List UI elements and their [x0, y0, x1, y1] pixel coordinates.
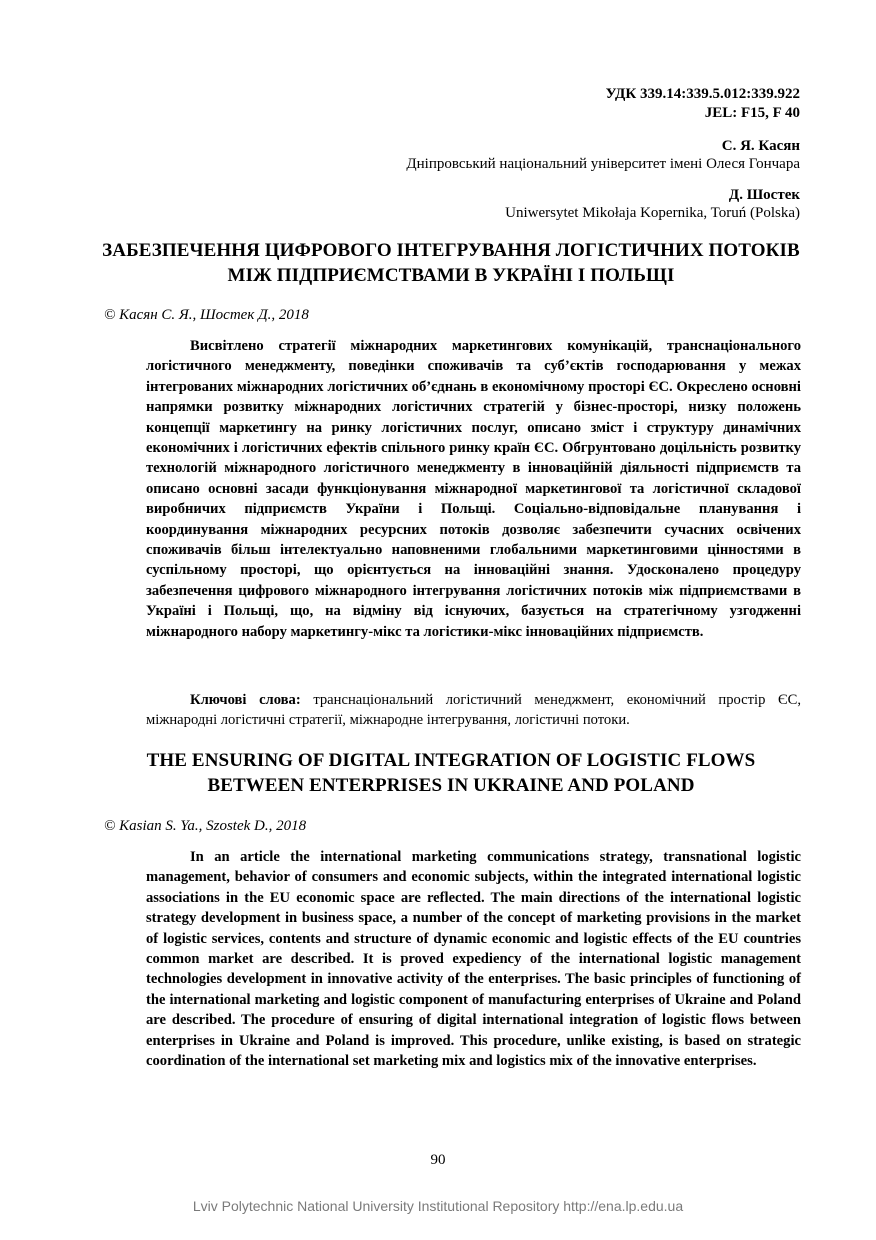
paper-title-english: THE ENSURING OF DIGITAL INTEGRATION OF LOGISTIC FLOWS BETWEEN ENTERPRISES IN UKRAINE AND POLAND: [146, 750, 756, 796]
copyright-ukrainian: © Касян С. Я., Шостек Д., 2018: [104, 307, 309, 323]
keywords-text: транснаціональний логістичний менеджмент, економічний простір ЄС, міжнародні логістичні стратегії, міжнародне інтегрування, логістичні потоки.: [146, 692, 802, 729]
repository-footer: Lviv Polytechnic National University Institutional Repository http://ena.lp.edu.ua: [192, 1198, 684, 1214]
copyright-english: © Kasian S. Ya., Szostek D., 2018: [104, 818, 307, 834]
abstract-ukrainian: Висвітлено стратегії міжнародних маркетингових комунікацій, транснаціонального логістичного менеджменту, поведінки споживачів та суб’єктів господарювання у межах інтегрованих міжнародних логістичних об’єднань в економічному просторі ЄС. Окреслено основні напрямки розвитку міжнародних логістичних стратегій у бізнес-просторі, низку положень концепції маркетингу на ринку логістичних послуг, описано зміст і структуру динамічних економічних і логістичних ефектів спільного ринку країн ЄС. Обгрунтовано доцільність розвитку технологій міжнародного логістичного менеджменту в інноваційній діяльності підприємств та описано основні засади функціонування міжнародної маркетингової та логістичної складової виробничих підприємств України і Польщі. Соціально-відповідальне планування і координування міжнародних ресурсних потоків дозволяє забезпечити сучасних освічених споживачів більш інтелектуально наповненими глобальними маркетинговими цінностями в суспільному просторі, що орієнтується на інноваційні знання. Удосконалено процедуру забезпечення цифрового міжнародного інтегрування логістичних потоків між підприємствами в Україні і Польщі, що, на відміну від існуючих, базується на стратегічному узгодженні міжнародного набору маркетингу-мікс та логістики-мікс інноваційних підприємств.: [146, 338, 801, 640]
jel-code: JEL: F15, F 40: [704, 105, 800, 121]
page-number: 90: [430, 1152, 446, 1168]
author-affiliation: Uniwersytet Mikołaja Kopernika, Toruń (Polska): [505, 205, 800, 221]
paper-title-ukrainian: ЗАБЕЗПЕЧЕННЯ ЦИФРОВОГО ІНТЕГРУВАННЯ ЛОГІСТИЧНИХ ПОТОКІВ МІЖ ПІДПРИЄМСТВАМИ В УКРАЇНІ І ПОЛЬЩІ: [102, 240, 800, 286]
author-name: С. Я. Касян: [721, 138, 800, 154]
keywords-paragraph: [146, 690, 801, 731]
udc-code: УДК 339.14:339.5.012:339.922: [605, 86, 800, 102]
keywords-label: Ключові слова:: [190, 692, 301, 708]
author-name: Д. Шостек: [728, 187, 800, 203]
abstract-english: In an article the international marketing communications strategy, transnational logistic management, behavior of consumers and economic subjects, within the integrated international logistic associations in the EU economic space are reflected. The main directions of the international logistic strategy development in business space, a number of the concept of marketing provisions in the market of logistic services, contents and structure of dynamic economic and logistic effects of the EU countries common market are described. It is proved expediency of the international logistic management technologies development in innovative activity of the enterprises. The basic principles of functioning of the international marketing and logistic component of manufacturing enterprises of Ukraine and Poland are described. The procedure of ensuring of digital international integration of logistic flows between enterprises in Ukraine and Poland is improved. This procedure, unlike existing, is based on strategic coordination of the international set marketing mix and logistics mix of the innovative enterprises.: [146, 849, 801, 1070]
author-affiliation: Дніпровський національний університет імені Олеся Гончара: [406, 156, 800, 172]
